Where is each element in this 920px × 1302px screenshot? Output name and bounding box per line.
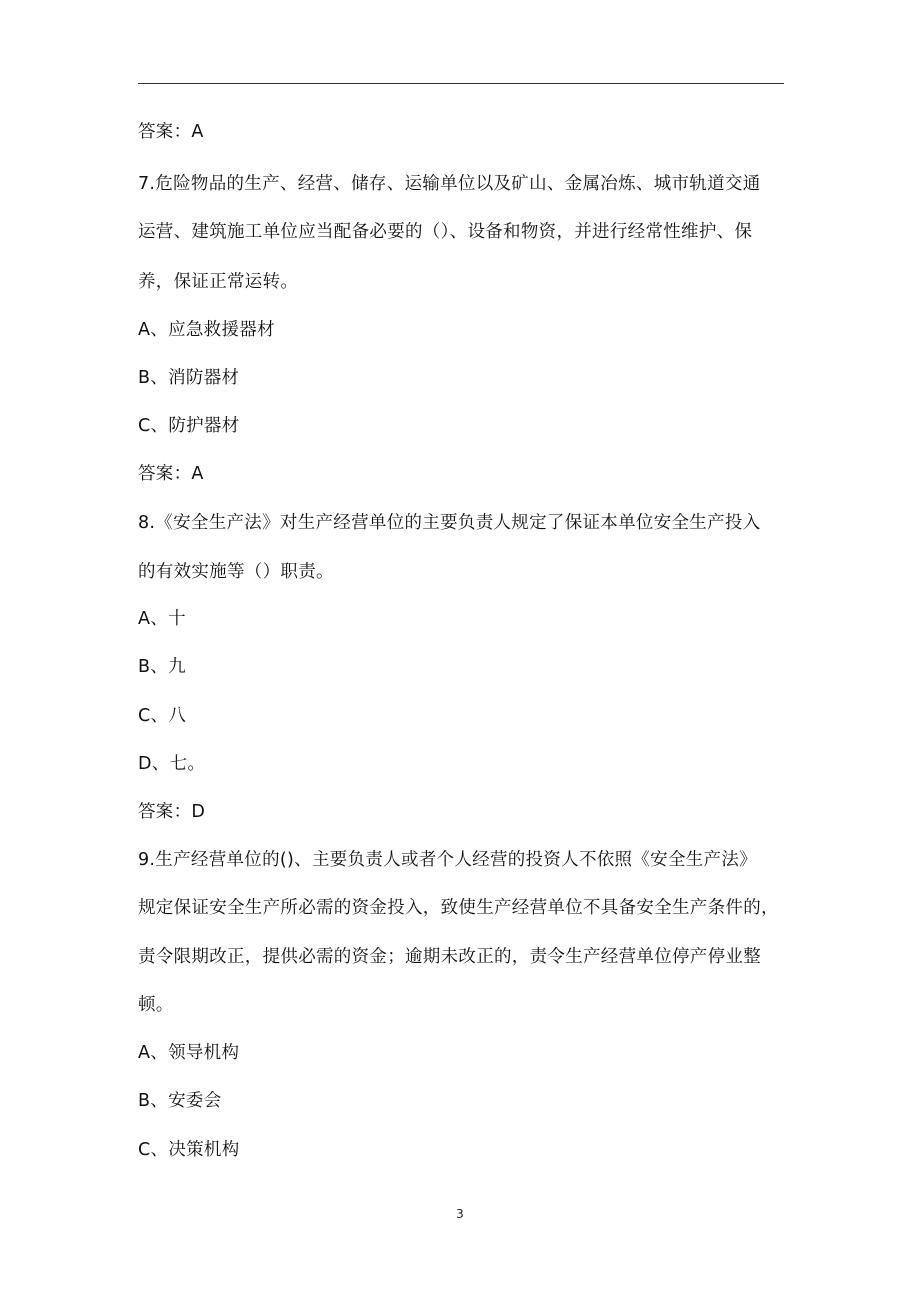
option-a: A、十 [138,609,186,629]
option-b: B、九 [138,657,186,677]
option-c: C、八 [138,706,187,726]
option-a: A、领导机构 [138,1043,240,1063]
answer-line: 答案：A [138,122,204,142]
page-number: 3 [456,1207,464,1221]
option-a: A、应急救援器材 [138,320,275,340]
question-8-text: 的有效实施等（）职责。 [138,562,334,582]
question-9-text: 规定保证安全生产所必需的资金投入，致使生产经营单位不具备安全生产条件的， [138,898,779,918]
option-b: B、安委会 [138,1091,222,1111]
option-d: D、七。 [138,754,206,774]
question-9-text: 责令限期改正，提供必需的资金；逾期未改正的，责令生产经营单位停产停业整 [138,947,761,967]
header-rule [138,83,784,84]
answer-line: 答案：D [138,802,206,822]
option-c: C、防护器材 [138,416,240,436]
question-9-text: 9.生产经营单位的()、主要负责人或者个人经营的投资人不依照《安全生产法》 [138,850,757,870]
option-b: B、消防器材 [138,368,240,388]
option-c: C、决策机构 [138,1140,240,1160]
question-9-text: 顿。 [138,995,174,1015]
question-7-text: 7.危险物品的生产、经营、储存、运输单位以及矿山、金属冶炼、城市轨道交通 [138,174,761,194]
question-8-text: 8.《安全生产法》对生产经营单位的主要负责人规定了保证本单位安全生产投入 [138,513,761,533]
question-7-text: 养，保证正常运转。 [138,272,299,292]
question-7-text: 运营、建筑施工单位应当配备必要的（）、设备和物资，并进行经常性维护、保 [138,222,753,242]
answer-line: 答案：A [138,464,204,484]
